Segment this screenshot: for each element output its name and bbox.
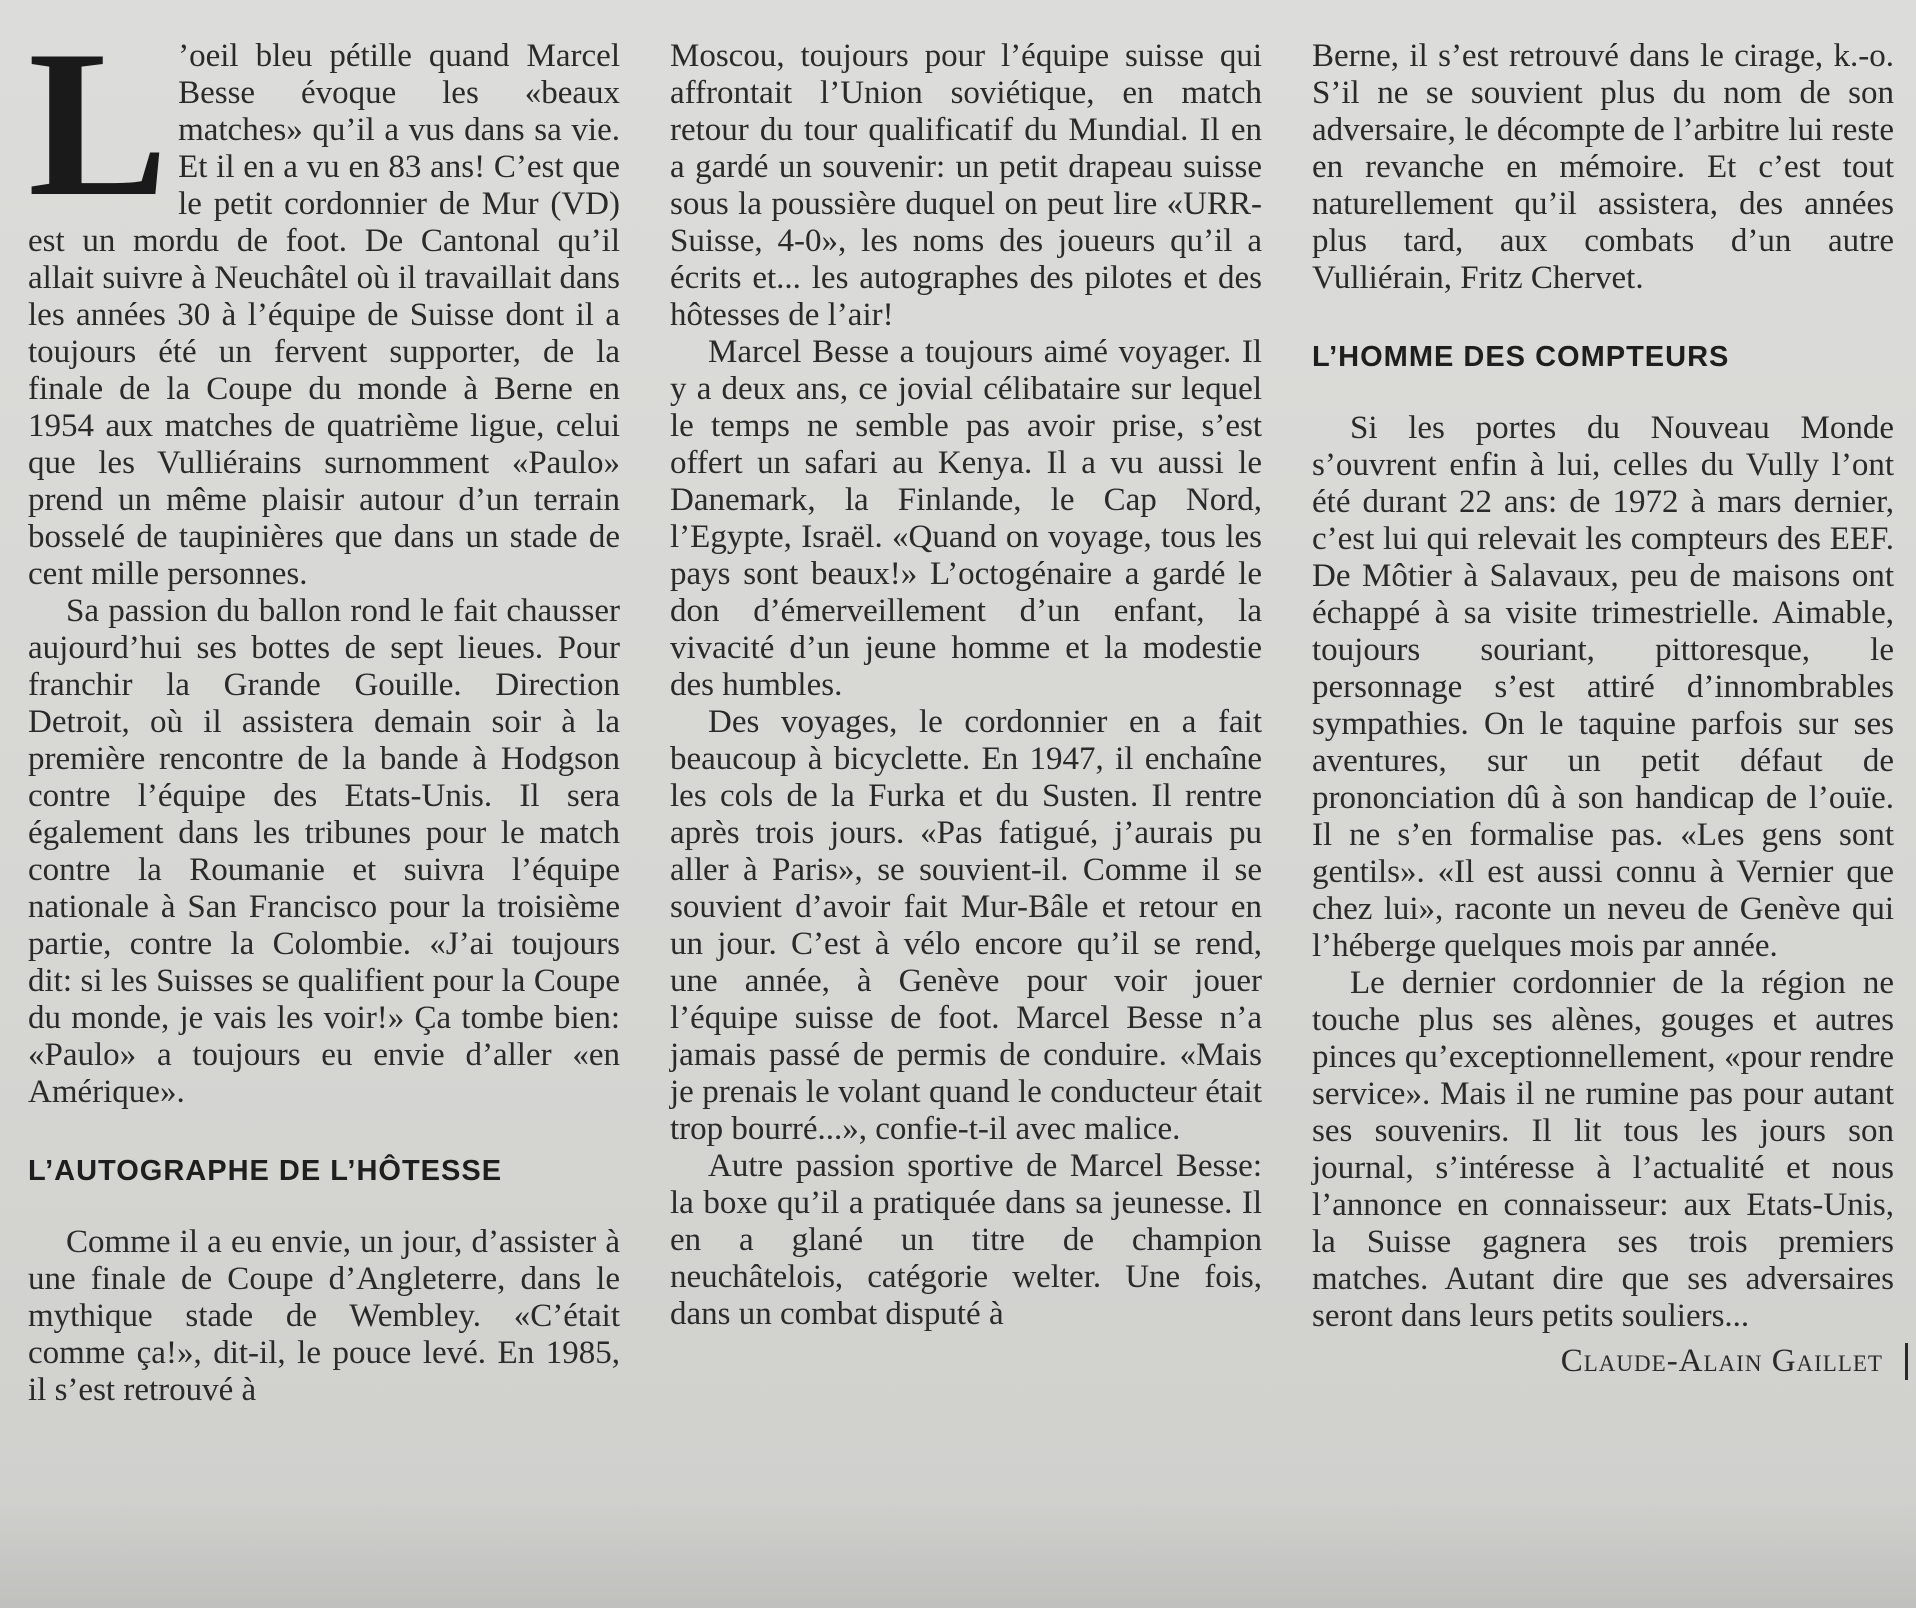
paragraph: Des voyages, le cordonnier en a fait beaucoup à bicyclette. En 1947, il enchaîne les cols de la Furka et du Susten. Il rentre après trois jours. «Pas fatigué, j’aurais pu aller à Paris», se souvient-il. Comme il se souvient d’avoir fait Mur-Bâle et retour en un jour. C’est à vélo encore qu’il se rend, une année, à Genève pour voir jouer l’équipe suisse de foot. Marcel Besse n’a jamais passé de permis de conduire. «Mais je prenais le volant quand le conducteur était trop bourré...», confie-t-il avec malice. xyxy=(670,704,1262,1147)
paragraph: Sa passion du ballon rond le fait chausser aujourd’hui ses bottes de sept lieues. Pour franchir la Grande Gouille. Direction Detroit, où il assistera demain soir à la première rencontre de la bande à Hodgson contre l’équipe des Etats-Unis. Il sera également dans les tribunes pour le match contre la Roumanie et suivra l’équipe nationale à San Francisco pour la troisième partie, contre la Colombie. «J’ai toujours dit: si les Suisses se qualifient pour la Coupe du monde, je vais les voir!» Ça tombe bien: «Paulo» a toujours eu envie d’aller «en Amérique». xyxy=(28,593,620,1110)
column-1 xyxy=(28,8,620,1409)
subheading: L’HOMME DES COMPTEURS xyxy=(1312,341,1730,373)
paragraph: Le dernier cordonnier de la région ne touche plus ses alènes, gouges et autres pinces qu’exceptionnellement, «pour rendre service». Mais il ne rumine pas pour autant ses souvenirs. Il lit tous les jours son journal, s’intéresse à l’actualité et nous l’annonce en connaisseur: aux Etats-Unis, la Suisse gagnera ses trois premiers matches. Autant dire que ses adversaires seront dans leurs petits souliers... xyxy=(1312,965,1894,1334)
paragraph: Si les portes du Nouveau Monde s’ouvrent enfin à lui, celles du Vully l’ont été durant 22 ans: de 1972 à mars dernier, c’est lui qui relevait les compteurs des EEF. De Môtier à Salavaux, peu de maisons ont échappé à sa visite trimestrielle. Aimable, toujours souriant, pittoresque, le personnage s’est attiré d’innombrables sympathies. On le taquine parfois sur ses aventures, sur un petit défaut de prononciation dû à son handicap de l’ouïe. Il ne s’en formalise pas. «Les gens sont gentils». «Il est aussi connu à Vernier que chez lui», raconte un neveu de Genève qui l’héberge quelques mois par année. xyxy=(1312,410,1894,964)
paragraph: ’oeil bleu pétille quand Marcel Besse évoque les «beaux matches» qu’il a vus dans sa vie. Et il en a vu en 83 ans! C’est que le petit cordonnier de Mur (VD) est un mordu de foot. De Cantonal qu’il allait suivre à Neuchâtel où il travaillait dans les années 30 à l’équipe de Suisse dont il a toujours été un fervent supporter, de la finale de la Coupe du monde à Berne en 1954 aux matches de quatrième ligue, celui que les Vulliérains surnomment «Paulo» prend un même plaisir autour d’un terrain bosselé de taupinières que dans un stade de cent mille personnes. xyxy=(28,38,620,592)
subheading: L’AUTOGRAPHE DE L’HÔTESSE xyxy=(28,1155,503,1187)
paragraph: Berne, il s’est retrouvé dans le cirage, k.-o. S’il ne se souvient plus du nom de son adversaire, le décompte de l’arbitre lui reste en revanche en mémoire. Et c’est tout naturellement qu’il assistera, des années plus tard, aux combats d’un autre Vulliérain, Fritz Chervet. xyxy=(1312,38,1894,296)
paragraph: Marcel Besse a toujours aimé voyager. Il y a deux ans, ce jovial célibataire sur lequel le temps ne semble pas avoir prise, s’est offert un safari au Kenya. Il a vu aussi le Danemark, la Finlande, le Cap Nord, l’Egypte, Israël. «Quand on voyage, tous les pays sont beaux!» L’octogénaire a gardé le don d’émerveillement d’un enfant, la vivacité d’un jeune homme et la modestie des humbles. xyxy=(670,334,1262,703)
column-2 xyxy=(670,38,1262,1333)
column-3 xyxy=(1312,38,1894,1380)
paragraph: Comme il a eu envie, un jour, d’assister à une finale de Coupe d’Angleterre, dans le mythique stade de Wembley. «C’était comme ça!», dit-il, le pouce levé. En 1985, il s’est retrouvé à xyxy=(28,1224,620,1408)
drop-cap: L xyxy=(28,8,169,240)
paragraph: Moscou, toujours pour l’équipe suisse qui affrontait l’Union soviétique, en match retour du tour qualificatif du Mundial. Il en a gardé un souvenir: un petit drapeau suisse sous la poussière duquel on peut lire «URR-Suisse, 4-0», les noms des joueurs qu’il a écrits et... les autographes des pilotes et des hôtesses de l’air! xyxy=(670,38,1262,333)
paragraph: Autre passion sportive de Marcel Besse: la boxe qu’il a pratiquée dans sa jeunesse. Il en a glané un titre de champion neuchâtelois, catégorie welter. Une fois, dans un combat disputé à xyxy=(670,1148,1262,1332)
author-byline: Claude-Alain Gaillet xyxy=(1312,1343,1908,1380)
